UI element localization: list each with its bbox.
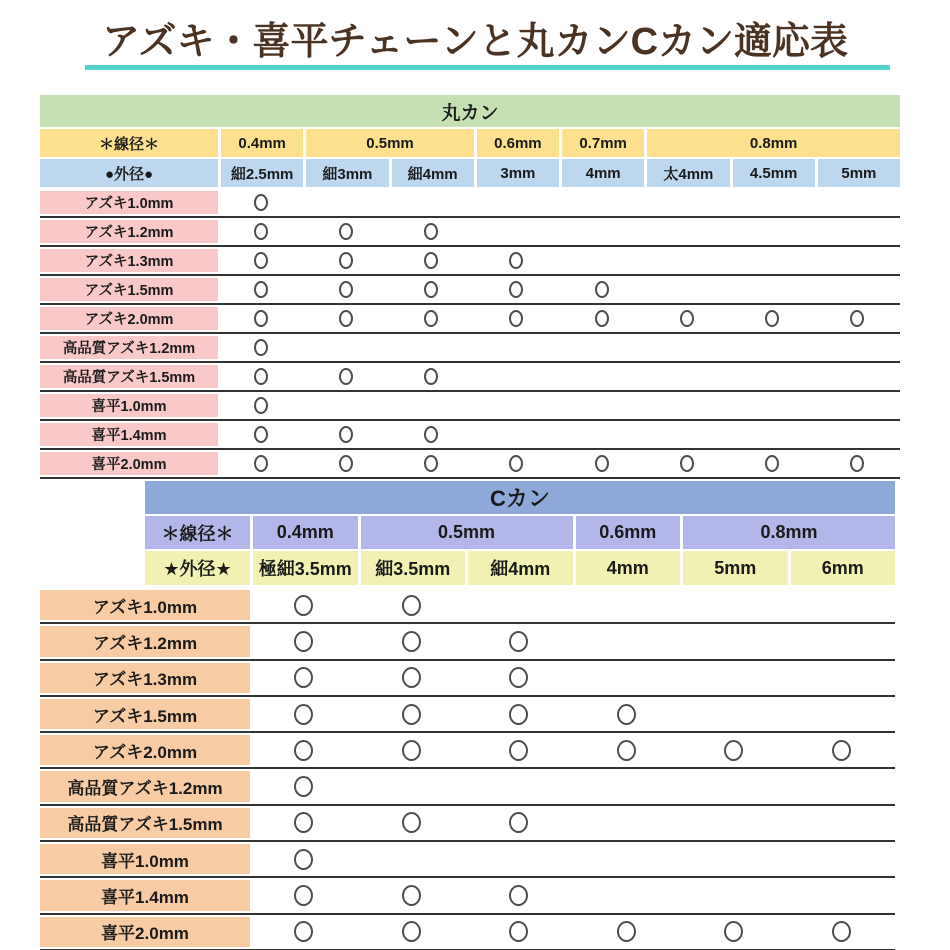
compatible-circle-icon: [424, 426, 438, 443]
compat-cell: [680, 842, 788, 876]
marukan-compatibility-table: [40, 95, 900, 479]
compatible-circle-icon: [254, 368, 268, 385]
compatible-circle-icon: [339, 368, 353, 385]
compatible-circle-icon: [254, 310, 268, 327]
compat-cell: [644, 189, 729, 216]
wire-diameter-value: 0.6mm: [573, 516, 681, 549]
compat-cell: [250, 769, 358, 803]
compat-cell: [250, 806, 358, 840]
compat-cell: [474, 247, 559, 274]
compat-cell: [465, 769, 573, 803]
compat-cell: [303, 247, 388, 274]
compatible-circle-icon: [617, 704, 636, 725]
table-row: [40, 247, 900, 276]
compat-cell: [358, 842, 466, 876]
compatible-circle-icon: [724, 740, 743, 761]
chain-row-label: アズキ1.2mm: [40, 624, 250, 658]
compat-cell: [730, 421, 815, 448]
outer-diameter-value: 4mm: [573, 551, 681, 585]
table-row: [40, 769, 895, 805]
compat-cell: [474, 305, 559, 332]
table-title: Cカン: [145, 481, 895, 514]
compat-cell: [218, 276, 303, 303]
compat-cell: [474, 189, 559, 216]
compat-cell: [559, 218, 644, 245]
ckan-compatibility-table: [40, 481, 895, 950]
compat-cell: [358, 878, 466, 912]
compat-cell: [474, 392, 559, 419]
compatible-circle-icon: [850, 455, 864, 472]
table-row: [40, 276, 900, 305]
compat-cell: [358, 697, 466, 731]
compat-cell: [303, 363, 388, 390]
compat-cell: [644, 218, 729, 245]
outer-diameter-label: ●外径●: [40, 159, 218, 187]
compatible-circle-icon: [254, 339, 268, 356]
compat-cell: [218, 305, 303, 332]
compat-cell: [644, 363, 729, 390]
compatible-circle-icon: [832, 740, 851, 761]
chain-row-label: 高品質アズキ1.5mm: [40, 363, 218, 390]
compatible-circle-icon: [509, 704, 528, 725]
chain-row-label: アズキ1.5mm: [40, 276, 218, 303]
compat-cell: [573, 661, 681, 695]
compat-cell: [680, 733, 788, 767]
compatible-circle-icon: [294, 631, 313, 652]
outer-diameter-value: 細3.5mm: [358, 551, 466, 585]
compat-cell: [788, 588, 896, 622]
compat-cell: [358, 915, 466, 949]
compatible-circle-icon: [402, 812, 421, 833]
compat-cell: [788, 661, 896, 695]
chain-row-label: 喜平2.0mm: [40, 915, 250, 949]
chain-row-label: 喜平1.4mm: [40, 421, 218, 448]
table-row: [40, 218, 900, 247]
compat-cell: [358, 733, 466, 767]
compat-cell: [358, 624, 466, 658]
compatible-circle-icon: [617, 921, 636, 942]
compat-cell: [250, 624, 358, 658]
outer-diameter-value: 極細3.5mm: [250, 551, 358, 585]
compat-cell: [573, 842, 681, 876]
compat-cell: [573, 806, 681, 840]
compatible-circle-icon: [680, 310, 694, 327]
compatible-circle-icon: [424, 252, 438, 269]
outer-diameter-value: 細3mm: [303, 159, 388, 187]
compatible-circle-icon: [424, 281, 438, 298]
compat-cell: [465, 588, 573, 622]
compat-cell: [358, 769, 466, 803]
compat-cell: [465, 878, 573, 912]
table-row: [40, 588, 895, 624]
table-row: [40, 305, 900, 334]
compat-cell: [218, 421, 303, 448]
compatible-circle-icon: [509, 631, 528, 652]
compat-cell: [303, 334, 388, 361]
table-row: [40, 878, 895, 914]
compat-cell: [815, 305, 900, 332]
compat-cell: [474, 218, 559, 245]
compat-cell: [389, 189, 474, 216]
wire-diameter-value: 0.8mm: [680, 516, 895, 549]
compatible-circle-icon: [424, 368, 438, 385]
outer-diameter-row: [145, 551, 895, 585]
compatible-circle-icon: [254, 455, 268, 472]
outer-diameter-value: 4mm: [559, 159, 644, 187]
compat-cell: [474, 450, 559, 477]
chain-row-label: 喜平1.0mm: [40, 392, 218, 419]
wire-diameter-value: 0.7mm: [559, 129, 644, 157]
table-row: [40, 733, 895, 769]
compat-cell: [815, 363, 900, 390]
compat-cell: [250, 588, 358, 622]
compat-cell: [474, 363, 559, 390]
compatible-circle-icon: [294, 921, 313, 942]
compatible-circle-icon: [294, 740, 313, 761]
wire-diameter-value: 0.6mm: [474, 129, 559, 157]
compatible-circle-icon: [294, 667, 313, 688]
compat-cell: [389, 218, 474, 245]
compatible-circle-icon: [832, 921, 851, 942]
compat-cell: [815, 189, 900, 216]
table-row: [40, 806, 895, 842]
compat-cell: [358, 588, 466, 622]
compatible-circle-icon: [509, 252, 523, 269]
compat-cell: [730, 247, 815, 274]
compatible-circle-icon: [294, 595, 313, 616]
compat-cell: [680, 661, 788, 695]
compat-cell: [474, 276, 559, 303]
table-row: [40, 334, 900, 363]
table-row: [40, 450, 900, 479]
wire-diameter-value: 0.4mm: [250, 516, 358, 549]
compat-cell: [788, 915, 896, 949]
outer-diameter-value: 4.5mm: [730, 159, 815, 187]
wire-diameter-value: 0.4mm: [218, 129, 303, 157]
compat-cell: [218, 247, 303, 274]
compat-cell: [218, 392, 303, 419]
compat-cell: [358, 661, 466, 695]
chain-row-label: 高品質アズキ1.5mm: [40, 806, 250, 840]
compatible-circle-icon: [402, 595, 421, 616]
compat-cell: [680, 806, 788, 840]
compat-cell: [730, 334, 815, 361]
compat-cell: [730, 218, 815, 245]
compat-cell: [559, 276, 644, 303]
compat-cell: [788, 733, 896, 767]
compat-cell: [303, 421, 388, 448]
compatible-circle-icon: [680, 455, 694, 472]
compat-cell: [573, 878, 681, 912]
table-row: [40, 842, 895, 878]
outer-diameter-value: 3mm: [474, 159, 559, 187]
compat-cell: [730, 276, 815, 303]
compat-cell: [680, 697, 788, 731]
compatible-circle-icon: [254, 223, 268, 240]
compatible-circle-icon: [294, 776, 313, 797]
compat-cell: [815, 450, 900, 477]
compatible-circle-icon: [765, 455, 779, 472]
compat-cell: [730, 450, 815, 477]
compat-cell: [303, 450, 388, 477]
chain-row-label: アズキ1.3mm: [40, 661, 250, 695]
compatible-circle-icon: [402, 704, 421, 725]
chain-row-label: アズキ2.0mm: [40, 733, 250, 767]
compat-cell: [250, 915, 358, 949]
title-block: [0, 16, 950, 70]
compat-cell: [559, 247, 644, 274]
compat-cell: [680, 769, 788, 803]
compat-cell: [218, 363, 303, 390]
compatible-circle-icon: [254, 281, 268, 298]
compat-cell: [465, 733, 573, 767]
table-row: [40, 624, 895, 660]
compat-cell: [788, 842, 896, 876]
compat-cell: [573, 624, 681, 658]
compat-cell: [465, 624, 573, 658]
outer-diameter-value: 5mm: [680, 551, 788, 585]
compat-cell: [644, 334, 729, 361]
compat-cell: [730, 305, 815, 332]
compat-cell: [815, 334, 900, 361]
compat-cell: [815, 392, 900, 419]
compatible-circle-icon: [254, 397, 268, 414]
compat-cell: [389, 450, 474, 477]
compatible-circle-icon: [595, 310, 609, 327]
compatible-circle-icon: [509, 281, 523, 298]
compatible-circle-icon: [509, 812, 528, 833]
compat-cell: [218, 450, 303, 477]
compatible-circle-icon: [509, 667, 528, 688]
outer-diameter-value: 5mm: [815, 159, 900, 187]
compat-cell: [644, 421, 729, 448]
compat-cell: [303, 218, 388, 245]
chain-row-label: アズキ1.2mm: [40, 218, 218, 245]
compat-cell: [815, 247, 900, 274]
wire-diameter-row: [40, 129, 900, 157]
compat-cell: [465, 806, 573, 840]
chain-row-label: 喜平1.4mm: [40, 878, 250, 912]
wire-diameter-value: 0.5mm: [303, 129, 474, 157]
compatible-circle-icon: [424, 455, 438, 472]
compat-cell: [815, 218, 900, 245]
outer-diameter-value: 6mm: [788, 551, 896, 585]
compat-cell: [389, 247, 474, 274]
compatible-circle-icon: [339, 252, 353, 269]
compatible-circle-icon: [254, 194, 268, 211]
table-row: [40, 421, 900, 450]
compatible-circle-icon: [339, 426, 353, 443]
compat-cell: [559, 450, 644, 477]
wire-diameter-value: 0.8mm: [644, 129, 900, 157]
compat-cell: [389, 363, 474, 390]
compat-cell: [644, 247, 729, 274]
chain-row-label: 高品質アズキ1.2mm: [40, 334, 218, 361]
outer-diameter-value: 細4mm: [465, 551, 573, 585]
compatible-circle-icon: [424, 223, 438, 240]
compat-cell: [389, 421, 474, 448]
compat-cell: [788, 806, 896, 840]
compatible-circle-icon: [402, 885, 421, 906]
compat-cell: [788, 624, 896, 658]
compat-cell: [303, 392, 388, 419]
chain-row-label: アズキ1.0mm: [40, 588, 250, 622]
compat-cell: [815, 421, 900, 448]
compatible-circle-icon: [294, 704, 313, 725]
compatible-circle-icon: [509, 921, 528, 942]
compat-cell: [218, 189, 303, 216]
wire-diameter-label: ＊線径＊: [145, 516, 250, 549]
compatible-circle-icon: [509, 740, 528, 761]
compatible-circle-icon: [402, 631, 421, 652]
compat-cell: [250, 733, 358, 767]
compatible-circle-icon: [509, 885, 528, 906]
compat-cell: [815, 276, 900, 303]
compat-cell: [250, 878, 358, 912]
compatible-circle-icon: [294, 849, 313, 870]
table-row: [40, 661, 895, 697]
compatible-circle-icon: [339, 223, 353, 240]
table-title: 丸カン: [40, 95, 900, 127]
compat-cell: [250, 661, 358, 695]
compat-cell: [389, 276, 474, 303]
compat-cell: [389, 392, 474, 419]
chain-row-label: 喜平2.0mm: [40, 450, 218, 477]
compat-cell: [559, 421, 644, 448]
compatible-circle-icon: [402, 667, 421, 688]
table-row: [40, 697, 895, 733]
compat-cell: [644, 305, 729, 332]
outer-diameter-value: 太4mm: [644, 159, 729, 187]
compat-cell: [644, 276, 729, 303]
compatible-circle-icon: [254, 426, 268, 443]
compat-cell: [465, 915, 573, 949]
compat-cell: [573, 733, 681, 767]
outer-diameter-value: 細4mm: [389, 159, 474, 187]
compatible-circle-icon: [509, 455, 523, 472]
wire-diameter-value: 0.5mm: [358, 516, 573, 549]
compat-cell: [250, 697, 358, 731]
table-row: [40, 915, 895, 950]
compat-cell: [250, 842, 358, 876]
chain-row-label: アズキ1.5mm: [40, 697, 250, 731]
compatible-circle-icon: [339, 455, 353, 472]
compat-cell: [573, 588, 681, 622]
compat-cell: [788, 878, 896, 912]
compat-cell: [474, 334, 559, 361]
chain-row-label: 喜平1.0mm: [40, 842, 250, 876]
outer-diameter-label: ★外径★: [145, 551, 250, 585]
chain-row-label: アズキ1.3mm: [40, 247, 218, 274]
chain-row-label: アズキ1.0mm: [40, 189, 218, 216]
compatible-circle-icon: [294, 812, 313, 833]
compat-cell: [358, 806, 466, 840]
compatible-circle-icon: [595, 281, 609, 298]
wire-diameter-label: ＊線径＊: [40, 129, 218, 157]
compat-cell: [788, 769, 896, 803]
compat-cell: [730, 392, 815, 419]
compat-cell: [730, 363, 815, 390]
outer-diameter-row: [40, 159, 900, 187]
chain-row-label: 高品質アズキ1.2mm: [40, 769, 250, 803]
compat-cell: [573, 769, 681, 803]
compatible-circle-icon: [254, 252, 268, 269]
compat-cell: [559, 392, 644, 419]
compatible-circle-icon: [294, 885, 313, 906]
compat-cell: [559, 363, 644, 390]
compat-cell: [644, 392, 729, 419]
compat-cell: [303, 189, 388, 216]
compat-cell: [218, 334, 303, 361]
compat-cell: [680, 588, 788, 622]
compat-cell: [559, 334, 644, 361]
compatible-circle-icon: [339, 281, 353, 298]
compat-cell: [465, 697, 573, 731]
chain-row-label: アズキ2.0mm: [40, 305, 218, 332]
compat-cell: [559, 189, 644, 216]
compat-cell: [680, 624, 788, 658]
compat-cell: [680, 915, 788, 949]
compat-cell: [573, 915, 681, 949]
compatible-circle-icon: [402, 921, 421, 942]
compatible-circle-icon: [424, 310, 438, 327]
page-title: アズキ・喜平チェーンと丸カンCカン適応表: [101, 21, 849, 63]
outer-diameter-value: 細2.5mm: [218, 159, 303, 187]
compat-cell: [559, 305, 644, 332]
compatible-circle-icon: [509, 310, 523, 327]
compatible-circle-icon: [402, 740, 421, 761]
compat-cell: [389, 305, 474, 332]
compatible-circle-icon: [617, 740, 636, 761]
compatible-circle-icon: [339, 310, 353, 327]
compat-cell: [788, 697, 896, 731]
table-row: [40, 189, 900, 218]
compat-cell: [680, 878, 788, 912]
compat-cell: [573, 697, 681, 731]
table-row: [40, 363, 900, 392]
compat-cell: [644, 450, 729, 477]
compat-cell: [303, 276, 388, 303]
compatible-circle-icon: [850, 310, 864, 327]
compat-cell: [474, 421, 559, 448]
compat-cell: [218, 218, 303, 245]
compatible-circle-icon: [724, 921, 743, 942]
compat-cell: [389, 334, 474, 361]
table-row: [40, 392, 900, 421]
compat-cell: [730, 189, 815, 216]
wire-diameter-row: [145, 516, 895, 549]
compat-cell: [465, 842, 573, 876]
compat-cell: [465, 661, 573, 695]
compatible-circle-icon: [595, 455, 609, 472]
compatible-circle-icon: [765, 310, 779, 327]
compat-cell: [303, 305, 388, 332]
